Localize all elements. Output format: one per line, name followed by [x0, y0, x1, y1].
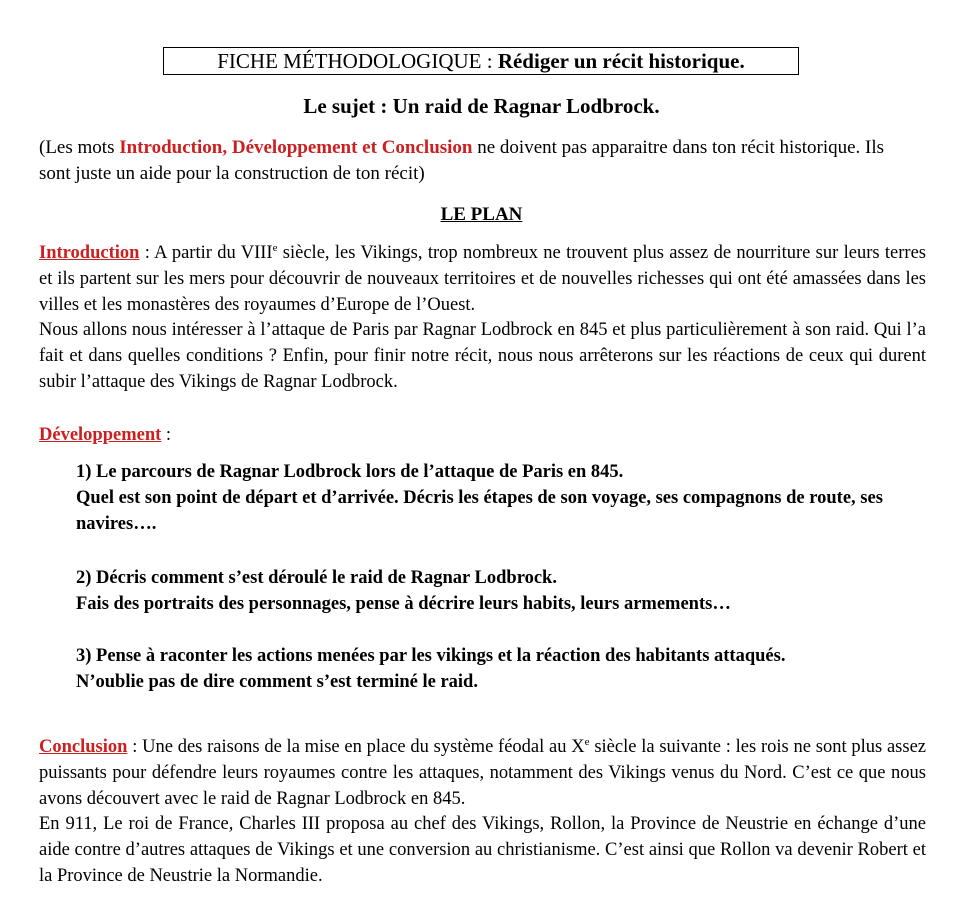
conclusion-label: Conclusion — [39, 737, 128, 757]
item-1-line-1: 1) Le parcours de Ragnar Lodbrock lors de l’attaque de Paris en 845. — [76, 462, 624, 482]
introduction-paragraph-1 — [39, 241, 926, 318]
developpement-item-1 — [76, 459, 926, 537]
developpement-label: Développement — [39, 425, 162, 445]
note-rest: ne doivent pas apparaitre dans ton récit historique. Ils sont juste un aide pour la construction de ton récit) — [39, 137, 885, 184]
note-word-dev-concl: Développement et Conclusion — [231, 137, 473, 158]
introduction-paragraph-2: Nous allons nous intéresser à l’attaque de Paris par Ragnar Lodbrock en 845 et plus particulièrement à son raid. Qui l’a fait et dans quelles conditions ? Enfin, pour finir notre récit, nous nous arrêterons sur les réactions de ceux qui durent subir l’attaque des Vikings de Ragnar Lodbrock. — [39, 320, 926, 392]
document-title — [163, 47, 799, 75]
item-3-line-1: 3) Pense à raconter les actions menées par les vikings et la réaction des habitants attaqués. — [76, 646, 786, 666]
introduction-label: Introduction — [39, 243, 140, 263]
instruction-note — [39, 135, 919, 187]
conclusion-superscript: e — [584, 735, 590, 748]
plan-heading: LE PLAN — [440, 204, 523, 225]
conclusion-paragraph-1 — [39, 735, 926, 812]
introduction-superscript: e — [272, 241, 278, 254]
title-bold: Rédiger un récit historique. — [497, 49, 745, 73]
introduction-text-2: siècle, les Vikings, trop nombreux ne trouvent plus assez de nourriture sur leurs terres et ils partent sur les mers pour découvrir de nouveaux territoires et de nouvelles richesses qui ont été amassées dans les villes et les monastères des royaumes d’Europe de l’Ouest. — [39, 243, 926, 315]
developpement-heading — [39, 423, 926, 449]
item-2-line-1: 2) Décris comment s’est déroulé le raid de Ragnar Lodbrock. — [76, 568, 557, 588]
item-3-line-2: N’oublie pas de dire comment s’est terminé le raid. — [76, 672, 478, 692]
conclusion-section — [39, 735, 926, 890]
developpement-item-2 — [76, 565, 926, 617]
developpement-item-3 — [76, 643, 926, 695]
conclusion-text-2: siècle la suivante : les rois ne sont plus assez puissants pour défendre leurs royaumes contre les attaques, notamment des Vikings venus du Nord. C’est ce que nous avons découvert avec le raid de Ragnar Lodbrock en 845. — [39, 737, 926, 809]
item-1-line-2: Quel est son point de départ et d’arrivée. Décris les étapes de son voyage, ses compagnons de route, ses navires…. — [76, 488, 883, 534]
introduction-text-1: : A partir du VIII — [139, 243, 273, 263]
developpement-colon: : — [161, 425, 172, 445]
introduction-section — [39, 241, 926, 396]
note-word-introduction: Introduction, — [119, 137, 228, 158]
note-open: (Les mots — [39, 137, 120, 158]
conclusion-paragraph-2: En 911, Le roi de France, Charles III proposa au chef des Vikings, Rollon, la Province de Neustrie en échange d’une aide contre d’autres attaques de Vikings et une conversion au christianisme. C’est ainsi que Rollon va devenir Robert et la Province de Neustrie la Normandie. — [39, 814, 926, 886]
subject-heading: Le sujet : Un raid de Ragnar Lodbrock. — [303, 94, 660, 118]
item-2-line-2: Fais des portraits des personnages, pense à décrire leurs habits, leurs armements… — [76, 594, 731, 614]
title-plain: FICHE MÉTHODOLOGIQUE : — [217, 49, 498, 73]
conclusion-text-1: : Une des raisons de la mise en place du système féodal au X — [127, 737, 585, 757]
